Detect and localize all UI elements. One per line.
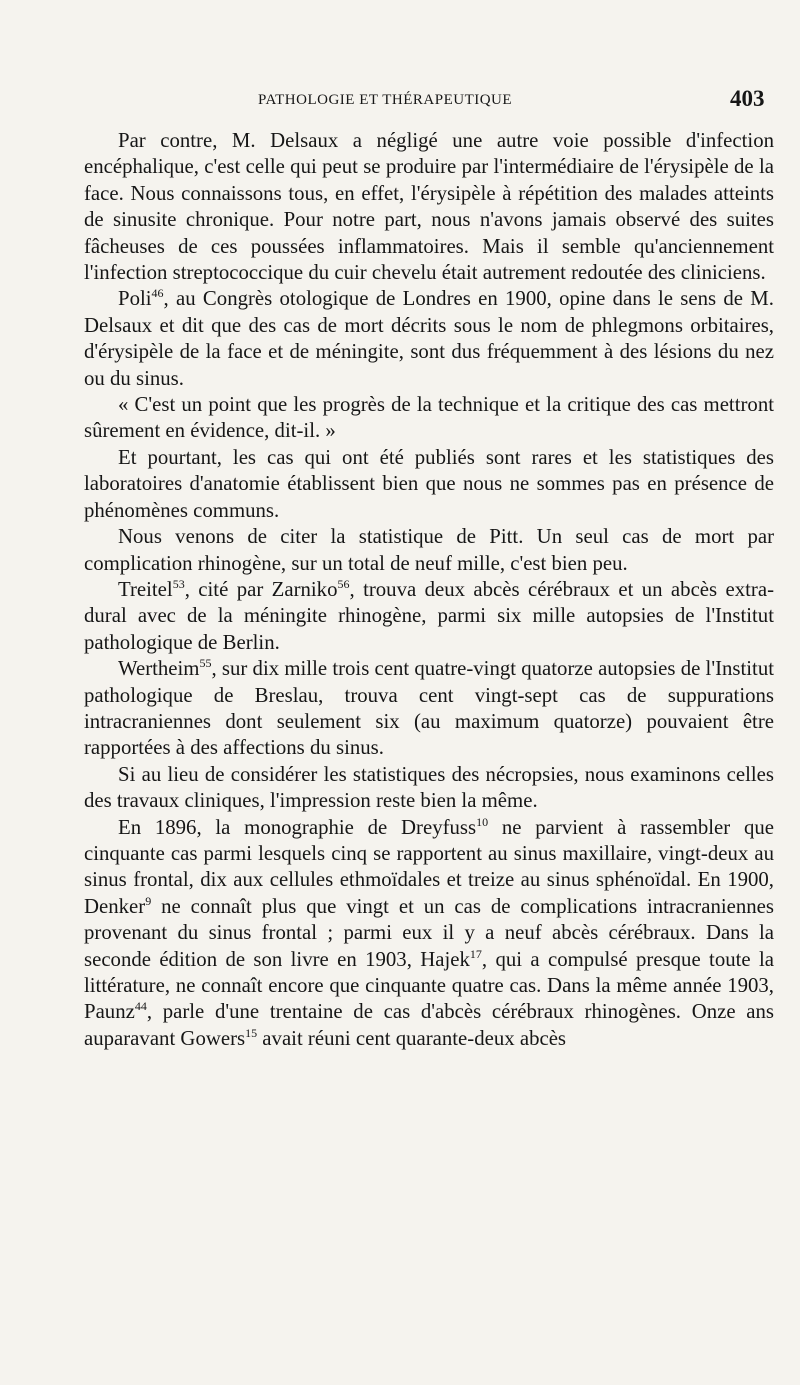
running-title: PATHOLOGIE ET THÉRAPEUTIQUE bbox=[258, 92, 513, 108]
paragraph-9-text-e: , parle d'une trentaine de cas d'abcès cérébraux rhinogènes. Onze ans auparavant Gowers bbox=[84, 1000, 774, 1050]
author-treitel: Treitel bbox=[118, 577, 173, 601]
page-header bbox=[0, 86, 800, 118]
footnote-ref: 53 bbox=[172, 576, 185, 591]
paragraph-9 bbox=[84, 815, 774, 1053]
paragraph-3: « C'est un point que les progrès de la technique et la critique des cas mettront sûrement en évidence, dit-il. » bbox=[84, 393, 774, 443]
paragraph-6-text-a: , cité par Zarniko bbox=[184, 577, 338, 601]
page-number: 403 bbox=[730, 86, 765, 111]
footnote-ref: 56 bbox=[337, 576, 350, 591]
paragraph-2-text: , au Congrès otologique de Londres en 1900, opine dans le sens de M. Delsaux et dit que des cas de mort décrits sous le nom de phlegmons orbitaires, d'érysipèle de la face et de méningite, sont dus fréquemment à des lésions du nez ou du sinus. bbox=[84, 287, 774, 390]
paragraph-1: Par contre, M. Delsaux a négligé une autre voie possible d'infection encéphalique, c'est celle qui peut se produire par l'intermédiaire de l'érysipèle de la face. Nous connaissons tous, en effet, l'érysipèle à répétition des malades atteints de sinusite chronique. Pour notre part, nous n'avons jamais observé des suites fâcheuses de ces poussées inflammatoires. Mais il semble qu'anciennement l'infection streptococcique du cuir chevelu était autrement redoutée des cliniciens. bbox=[84, 129, 774, 285]
paragraph-9-text-c: ne connaît plus que vingt et un cas de complications intracraniennes provenant du sinus frontal ; parmi eux il y a neuf abcès cérébraux. Dans la seconde édition de son livre en 1903, Hajek bbox=[84, 894, 774, 971]
author-poli: Poli bbox=[118, 287, 152, 311]
paragraph-9-text-a: En 1896, la monographie de Dreyfuss bbox=[118, 815, 477, 839]
paragraph-5: Nous venons de citer la statistique de Pitt. Un seul cas de mort par complication rhinogène, sur un total de neuf mille, c'est bien peu. bbox=[84, 525, 774, 575]
author-wertheim: Wertheim bbox=[118, 657, 200, 681]
footnote-ref: 44 bbox=[134, 999, 147, 1014]
paragraph-9-text-d: , qui a compulsé presque toute la littérature, ne connaît encore que cinquante quatre cas. Dans la même année 1903, Paunz bbox=[84, 947, 774, 1024]
footnote-ref: 10 bbox=[476, 814, 489, 829]
body-text bbox=[84, 128, 774, 1052]
footnote-ref: 17 bbox=[469, 946, 482, 961]
footnote-ref: 55 bbox=[199, 656, 212, 671]
paragraph-2 bbox=[84, 286, 774, 392]
footnote-ref: 46 bbox=[151, 286, 164, 301]
paragraph-9-text-f: avait réuni cent quarante-deux abcès bbox=[257, 1026, 567, 1050]
paragraph-7-text: , sur dix mille trois cent quatre-vingt quatorze autopsies de l'Institut pathologique de Breslau, trouva cent vingt-sept cas de suppurations intracraniennes dont seulement six (au maximum quatorze) pouvaient être rapportées à des affections du sinus. bbox=[84, 657, 774, 760]
paragraph-4: Et pourtant, les cas qui ont été publiés sont rares et les statistiques des laboratoires d'anatomie établissent bien que nous ne sommes pas en présence de phénomènes communs. bbox=[84, 445, 774, 522]
paragraph-9-text-b: ne parvient à rassembler que cinquante cas parmi lesquels cinq se rapportent au sinus maxillaire, vingt-deux au sinus frontal, dix aux cellules ethmoïdales et treize au sinus sphénoïdal. En 1900, Denker bbox=[84, 815, 774, 918]
footnote-ref: 9 bbox=[145, 893, 152, 908]
paragraph-6-text-b: , trouva deux abcès cérébraux et un abcès extra-dural avec de la méningite rhinogène, parmi six mille autopsies de l'Institut pathologique de Berlin. bbox=[84, 577, 774, 654]
paragraph-7 bbox=[84, 656, 774, 762]
paragraph-6 bbox=[84, 577, 774, 656]
paragraph-8: Si au lieu de considérer les statistiques des nécropsies, nous examinons celles des travaux cliniques, l'impression reste bien la même. bbox=[84, 762, 774, 813]
footnote-ref: 15 bbox=[245, 1025, 258, 1040]
